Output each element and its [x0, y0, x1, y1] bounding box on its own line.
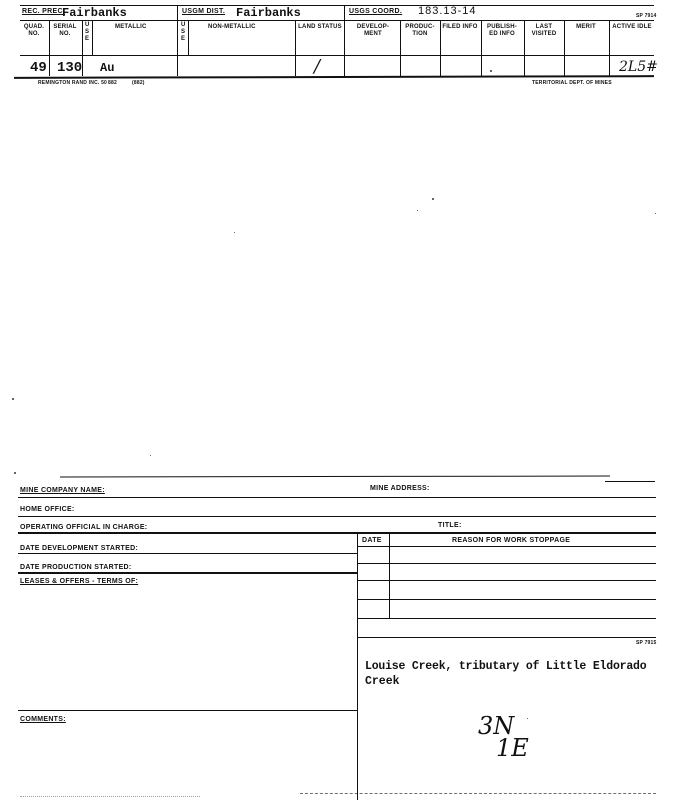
quad-value: 49 — [30, 60, 47, 76]
col-serial-no: SERIAL NO. — [53, 24, 77, 37]
location-note-line-2: Creek — [365, 675, 400, 688]
table-rule — [357, 580, 656, 581]
printer-imprint: REMINGTON RAND INC. 50 — [38, 80, 108, 86]
row-bottom-rule — [14, 75, 654, 79]
ink-speck — [417, 210, 418, 211]
divider — [188, 20, 189, 56]
table-rule — [357, 563, 656, 564]
divider — [400, 20, 401, 76]
comments-label: COMMENTS: — [20, 716, 66, 723]
col-metallic: METALLIC — [115, 24, 147, 30]
handwritten-range: 1E — [496, 734, 529, 762]
lower-top-rule — [60, 476, 610, 478]
header-bottom-rule — [20, 55, 654, 56]
imprint-code-2: (882) — [132, 80, 145, 86]
imprint-code: 882 — [108, 80, 117, 86]
form-rule — [18, 572, 357, 574]
divider — [92, 20, 93, 56]
col-published-info: PUBLISH-ED INFO — [487, 24, 517, 37]
form-rule — [18, 553, 357, 554]
rec-prec-label: REC. PREC. — [22, 8, 66, 15]
col-filed-info: FILED INFO — [442, 24, 478, 30]
col-last-visited: LAST VISITED — [531, 24, 557, 37]
divider — [344, 5, 345, 76]
date-column-header: DATE — [362, 537, 382, 544]
table-rule — [357, 546, 656, 547]
usgm-dist-value: Fairbanks — [236, 6, 301, 20]
col-use-2: U S E — [181, 22, 186, 42]
ink-speck — [527, 718, 528, 719]
lower-top-rule-right — [605, 481, 655, 482]
divider — [440, 20, 441, 76]
date-production-started-label: DATE PRODUCTION STARTED: — [20, 564, 132, 571]
divider — [481, 20, 482, 76]
col-quad-no: QUAD. NO. — [23, 24, 45, 37]
operating-official-label: OPERATING OFFICIAL IN CHARGE: — [20, 524, 148, 531]
land-status-value: / — [314, 56, 321, 77]
ink-speck — [234, 232, 235, 233]
usgs-coord-label: USGS COORD. — [349, 8, 403, 15]
divider — [295, 20, 296, 76]
form-number-2: SP 7915 — [636, 640, 657, 646]
title-label: TITLE: — [438, 522, 462, 529]
column-divider — [357, 532, 358, 800]
divider — [524, 20, 525, 76]
reason-column-header: REASON FOR WORK STOPPAGE — [452, 537, 571, 544]
mine-company-name-label: MINE COMPANY NAME: — [20, 487, 105, 494]
ink-speck — [432, 198, 434, 200]
ink-speck — [14, 472, 16, 474]
ink-speck — [655, 213, 656, 214]
serial-value: 130 — [57, 60, 83, 76]
divider — [177, 5, 178, 76]
col-development: DEVELOP-MENT — [356, 24, 390, 37]
ink-speck — [490, 70, 492, 72]
bottom-edge-rule-left — [20, 796, 200, 797]
divider — [564, 20, 565, 76]
col-land-status: LAND STATUS — [298, 24, 342, 30]
table-rule — [357, 599, 656, 600]
leases-offers-label: LEASES & OFFERS - TERMS OF: — [20, 578, 139, 585]
active-idle-value: 2L5# — [619, 59, 658, 75]
form-number: SP 7914 — [636, 13, 657, 19]
home-office-label: HOME OFFICE: — [20, 506, 75, 513]
col-non-metallic: NON-METALLIC — [208, 24, 256, 30]
department-imprint: TERRITORIAL DEPT. OF MINES — [532, 80, 612, 86]
rec-prec-value: Fairbanks — [62, 6, 127, 20]
form-rule — [18, 532, 656, 534]
form-rule — [18, 710, 357, 711]
divider — [609, 20, 610, 76]
header-rule — [20, 20, 654, 21]
mine-address-label: MINE ADDRESS: — [370, 485, 430, 492]
table-rule — [357, 618, 656, 619]
ink-speck — [12, 398, 14, 400]
bottom-edge-rule — [300, 793, 656, 794]
handwritten-township: 3N — [478, 712, 515, 740]
usgs-coord-value: 183.13-14 — [418, 5, 477, 17]
usgm-dist-label: USGM DIST. — [182, 8, 226, 15]
location-note-line-1: Louise Creek, tributary of Little Eldorado — [365, 660, 647, 673]
date-development-started-label: DATE DEVELOPMENT STARTED: — [20, 545, 139, 552]
col-active-idle: ACTIVE IDLE — [612, 24, 652, 30]
col-use: U S E — [85, 22, 90, 42]
form-rule — [18, 516, 656, 517]
table-rule — [357, 637, 656, 638]
form-rule — [18, 497, 656, 498]
ink-speck — [150, 455, 151, 456]
col-production: PRODUC-TION — [405, 24, 435, 37]
col-merit: MERIT — [576, 24, 596, 30]
metallic-value: Au — [100, 61, 115, 75]
